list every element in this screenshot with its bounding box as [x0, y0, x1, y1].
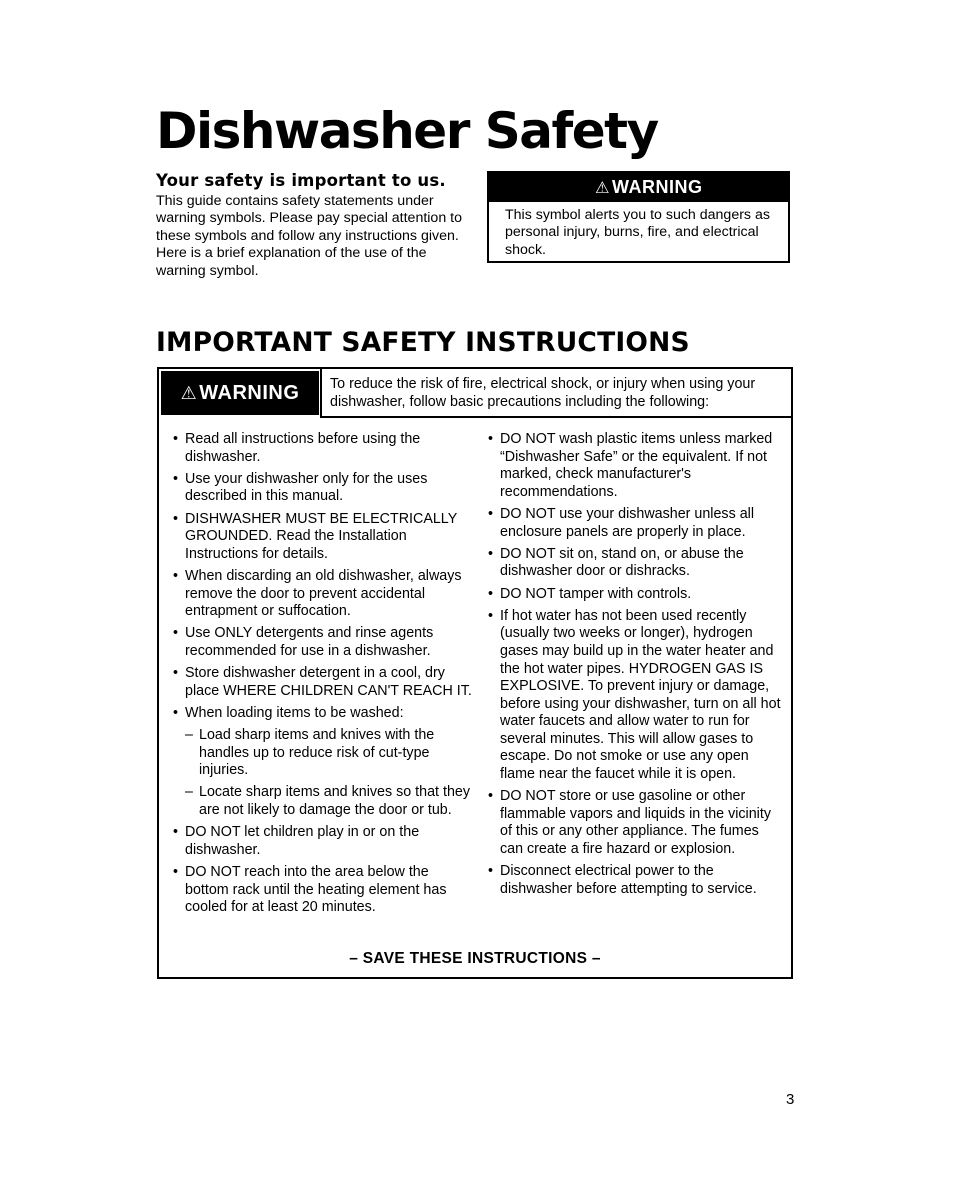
page-number: 3 — [786, 1091, 795, 1108]
instructions-divider — [322, 416, 791, 418]
instructions-warning-label: WARNING — [199, 381, 300, 404]
badge-divider — [320, 369, 322, 418]
list-item: • Use ONLY detergents and rinse agents recommended for use in a dishwasher. — [173, 625, 473, 660]
list-item: • When loading items to be washed: — [173, 705, 473, 723]
warning-header — [489, 173, 788, 202]
intro-paragraph: This guide contains safety statements under warning symbols. Please pay special attention to these symbols and follow any instructions given. Here is a brief explanation of the use of the warning symbol. — [156, 193, 462, 279]
list-item: • DO NOT tamper with controls. — [488, 586, 782, 604]
warning-label: WARNING — [612, 177, 703, 197]
instructions-intro: To reduce the risk of fire, electrical shock, or injury when using your dishwasher, follow basic precautions including the following: — [330, 376, 756, 410]
list-item: • Disconnect electrical power to the dishwasher before attempting to service. — [488, 863, 782, 898]
list-item: • DO NOT reach into the area below the bottom rack until the heating element has cooled for at least 20 minutes. — [173, 864, 473, 917]
sub-list-item: – Load sharp items and knives with the handles up to reduce risk of cut-type injuries. — [173, 727, 473, 780]
sub-list-item: – Locate sharp items and knives so that they are not likely to damage the door or tub. — [173, 784, 473, 819]
warning-triangle-icon: ⚠ — [180, 382, 198, 403]
list-item: • Read all instructions before using the dishwasher. — [173, 431, 473, 466]
left-column — [173, 431, 473, 921]
warning-triangle-icon: ⚠ — [595, 178, 611, 197]
page-title: Dishwasher Safety — [156, 102, 658, 160]
list-item: • DO NOT use your dishwasher unless all enclosure panels are properly in place. — [488, 506, 782, 541]
warning-description: This symbol alerts you to such dangers as personal injury, burns, fire, and electrical shock. — [505, 207, 770, 258]
save-instructions: – SAVE THESE INSTRUCTIONS – — [349, 950, 601, 967]
list-item: • When discarding an old dishwasher, always remove the door to prevent accidental entrapment or suffocation. — [173, 568, 473, 621]
list-item: • DO NOT let children play in or on the dishwasher. — [173, 824, 473, 859]
warning-symbol-box — [487, 171, 790, 263]
instructions-heading: IMPORTANT SAFETY INSTRUCTIONS — [156, 327, 690, 358]
list-item: • DO NOT sit on, stand on, or abuse the dishwasher door or dishracks. — [488, 546, 782, 581]
list-item: • DO NOT store or use gasoline or other flammable vapors and liquids in the vicinity of this or any other appliance. The fumes can create a fire hazard or explosion. — [488, 788, 782, 858]
right-column — [488, 431, 782, 903]
safety-subheading: Your safety is important to us. — [156, 171, 446, 190]
list-item: • Use your dishwasher only for the uses described in this manual. — [173, 471, 473, 506]
list-item: • DISHWASHER MUST BE ELECTRICALLY GROUNDED. Read the Installation Instructions for details. — [173, 511, 473, 564]
list-item: • If hot water has not been used recently (usually two weeks or longer), hydrogen gases may build up in the water heater and the hot water pipes. HYDROGEN GAS IS EXPLOSIVE. To prevent injury or damage, before using your dishwasher, turn on all hot water faucets and allow water to run for several minutes. This will allow gases to escape. Do not smoke or use any open flame near the faucet while it is open. — [488, 608, 782, 784]
list-item: • DO NOT wash plastic items unless marked “Dishwasher Safe” or the equivalent. If not marked, check manufacturer's recommendations. — [488, 431, 782, 501]
list-item: • Store dishwasher detergent in a cool, dry place WHERE CHILDREN CAN'T REACH IT. — [173, 665, 473, 700]
instructions-warning-badge — [161, 371, 319, 415]
